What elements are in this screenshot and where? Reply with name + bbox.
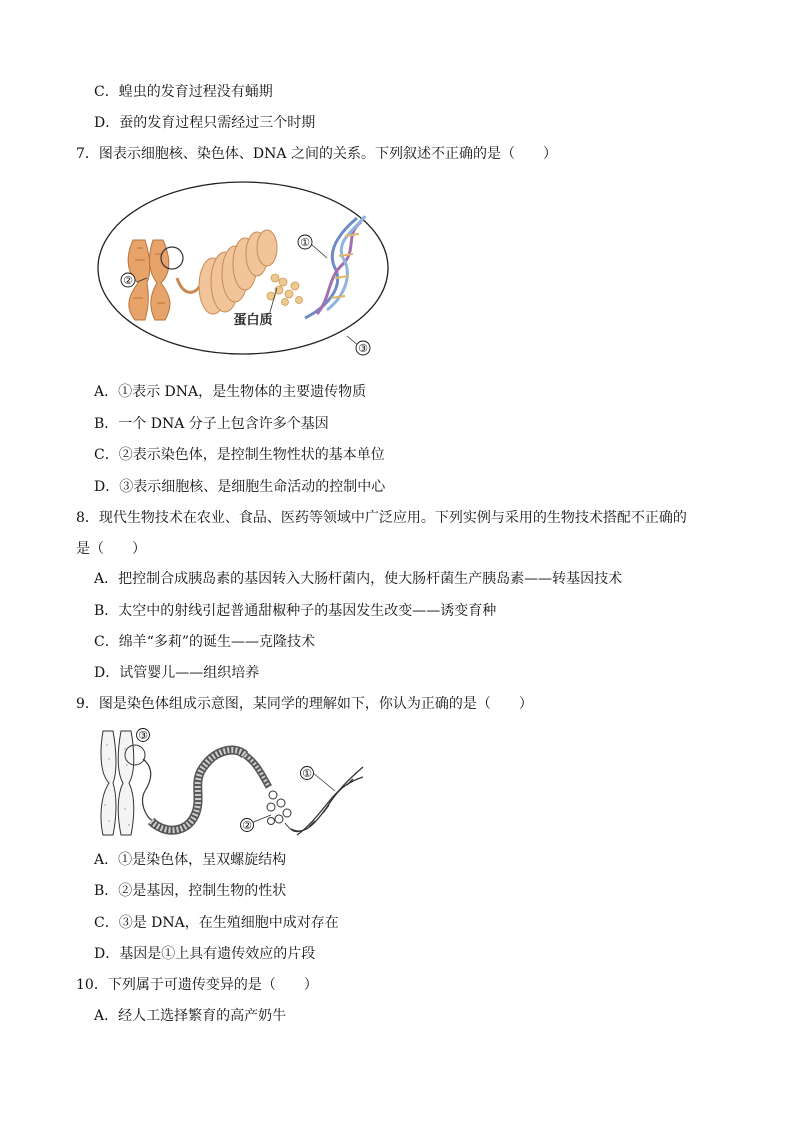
q10-option-a: A．经人工选择繁育的高产奶牛 bbox=[94, 1008, 287, 1024]
marker-1-label: ① bbox=[302, 767, 312, 780]
q8-option-c: C．绵羊“多莉”的诞生——克隆技术 bbox=[94, 634, 316, 650]
q7-option-a: A．①表示 DNA，是生物体的主要遗传物质 bbox=[94, 384, 367, 400]
q9-option-c: C．③是 DNA，在生殖细胞中成对存在 bbox=[94, 915, 339, 931]
q8-option-d: D．试管婴儿——组织培养 bbox=[94, 665, 260, 681]
q8-option-b: B．太空中的射线引起普通甜椒种子的基因发生改变——诱变育种 bbox=[94, 603, 497, 619]
q9-option-a: A．①是染色体，呈双螺旋结构 bbox=[94, 852, 287, 868]
marker-1-label: ① bbox=[300, 236, 310, 249]
q8-option-a: A．把控制合成胰岛素的基因转入大肠杆菌内，使大肠杆菌生产胰岛素——转基因技术 bbox=[94, 571, 623, 587]
dna-helix bbox=[305, 216, 365, 318]
q7-figure bbox=[95, 178, 405, 363]
marker-3-label: ③ bbox=[358, 342, 368, 355]
option-d-prev: D．蚕的发育过程只需经过三个时期 bbox=[94, 115, 316, 131]
marker-2-label: ② bbox=[242, 819, 252, 832]
marker-3-label: ③ bbox=[138, 729, 148, 742]
protein-beads bbox=[267, 274, 303, 306]
nucleosome-beads bbox=[267, 791, 291, 825]
q9-stem: 9．图是染色体组成示意图，某同学的理解如下，你认为正确的是（ ） bbox=[76, 696, 533, 712]
q9-option-b: B．②是基因，控制生物的性状 bbox=[94, 883, 287, 899]
q7-stem: 7．图表示细胞核、染色体、DNA 之间的关系。下列叙述不正确的是（ ） bbox=[76, 146, 557, 162]
q7-option-d: D．③表示细胞核、是细胞生命活动的控制中心 bbox=[94, 479, 386, 495]
q8-stem-line2: 是（ ） bbox=[76, 541, 146, 557]
protein-label: 蛋白质 bbox=[233, 313, 273, 328]
option-c-prev: C．蝗虫的发育过程没有蛹期 bbox=[94, 84, 273, 100]
marker-2-label: ② bbox=[123, 274, 133, 287]
q10-stem: 10．下列属于可遗传变异的是（ ） bbox=[76, 977, 318, 993]
chromatin-coil bbox=[177, 230, 277, 314]
q7-option-b: B．一个 DNA 分子上包含许多个基因 bbox=[94, 416, 329, 432]
q8-stem-line1: 8．现代生物技术在农业、食品、医药等领域中广泛应用。下列实例与采用的生物技术搭配不正确的 bbox=[76, 510, 687, 526]
q9-option-d: D．基因是①上具有遗传效应的片段 bbox=[94, 946, 316, 962]
q7-option-c: C．②表示染色体，是控制生物性状的基本单位 bbox=[94, 447, 385, 463]
q9-figure bbox=[95, 725, 370, 840]
